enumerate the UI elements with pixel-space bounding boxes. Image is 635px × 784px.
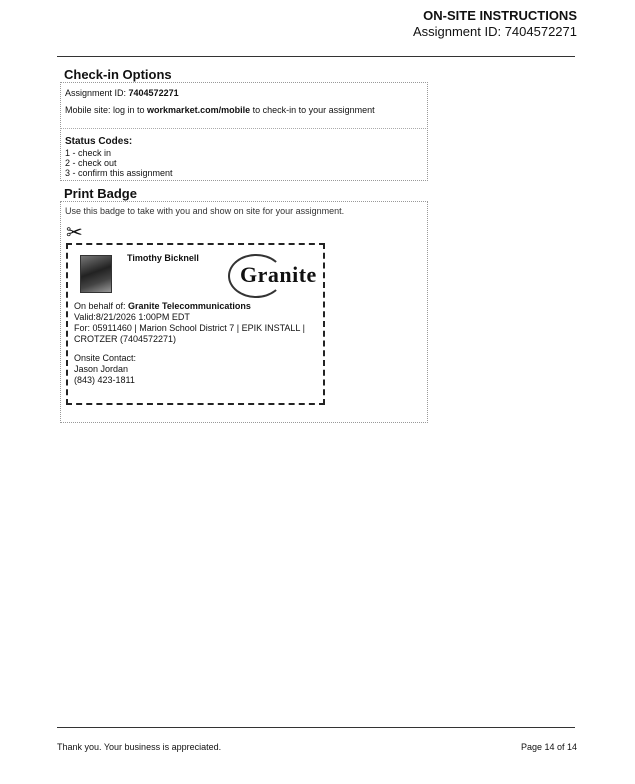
badge-name: Timothy Bicknell — [127, 253, 199, 263]
status-code: 3 - confirm this assignment — [65, 168, 173, 178]
badge-behalf — [74, 301, 251, 312]
header-rule — [57, 56, 575, 57]
badge-for-line1: For: 05911460 | Marion School District 7 | EPIK INSTALL | — [74, 323, 305, 333]
mobile-suffix: to check-in to your assignment — [250, 105, 375, 115]
mobile-site-link[interactable]: workmarket.com/mobile — [147, 105, 251, 115]
badge-instructions: Use this badge to take with you and show on site for your assignment. — [65, 206, 345, 216]
checkin-mobile — [65, 105, 375, 115]
footer-rule — [57, 727, 575, 728]
contact-label: Onsite Contact: — [74, 353, 137, 363]
logo-text: Granite — [240, 262, 317, 287]
badge-valid: Valid:8/21/2026 1:00PM EDT — [74, 312, 190, 322]
status-code: 1 - check in — [65, 148, 112, 158]
status-code: 2 - check out — [65, 158, 117, 168]
header-title: ON-SITE INSTRUCTIONS — [423, 8, 577, 23]
badge-for-line2: CROTZER (7404572271) — [74, 334, 177, 344]
mobile-prefix: Mobile site: log in to — [65, 105, 148, 115]
granite-logo — [228, 252, 318, 296]
status-codes-list — [65, 148, 173, 178]
footer-page-number: Page 14 of 14 — [520, 742, 577, 752]
header-assignment-id: Assignment ID: 7404572271 — [412, 24, 577, 39]
contact-name: Jason Jordan — [74, 364, 129, 374]
assignment-label: Assignment ID: — [65, 88, 129, 98]
behalf-label: On behalf of: — [74, 301, 129, 311]
status-codes-title: Status Codes: — [65, 136, 133, 147]
badge-section-title: Print Badge — [64, 186, 137, 201]
page-header — [413, 8, 577, 39]
badge-photo — [80, 255, 112, 293]
scissors-icon: ✂ — [66, 222, 83, 244]
checkin-assignment — [65, 88, 179, 98]
footer-thanks: Thank you. Your business is appreciated. — [57, 742, 222, 752]
contact-phone: (843) 423-1811 — [74, 375, 135, 385]
behalf-company: Granite Telecommunications — [128, 301, 251, 311]
checkin-divider — [60, 128, 426, 129]
assignment-value: 7404572271 — [128, 88, 179, 98]
checkin-title: Check-in Options — [64, 67, 172, 82]
